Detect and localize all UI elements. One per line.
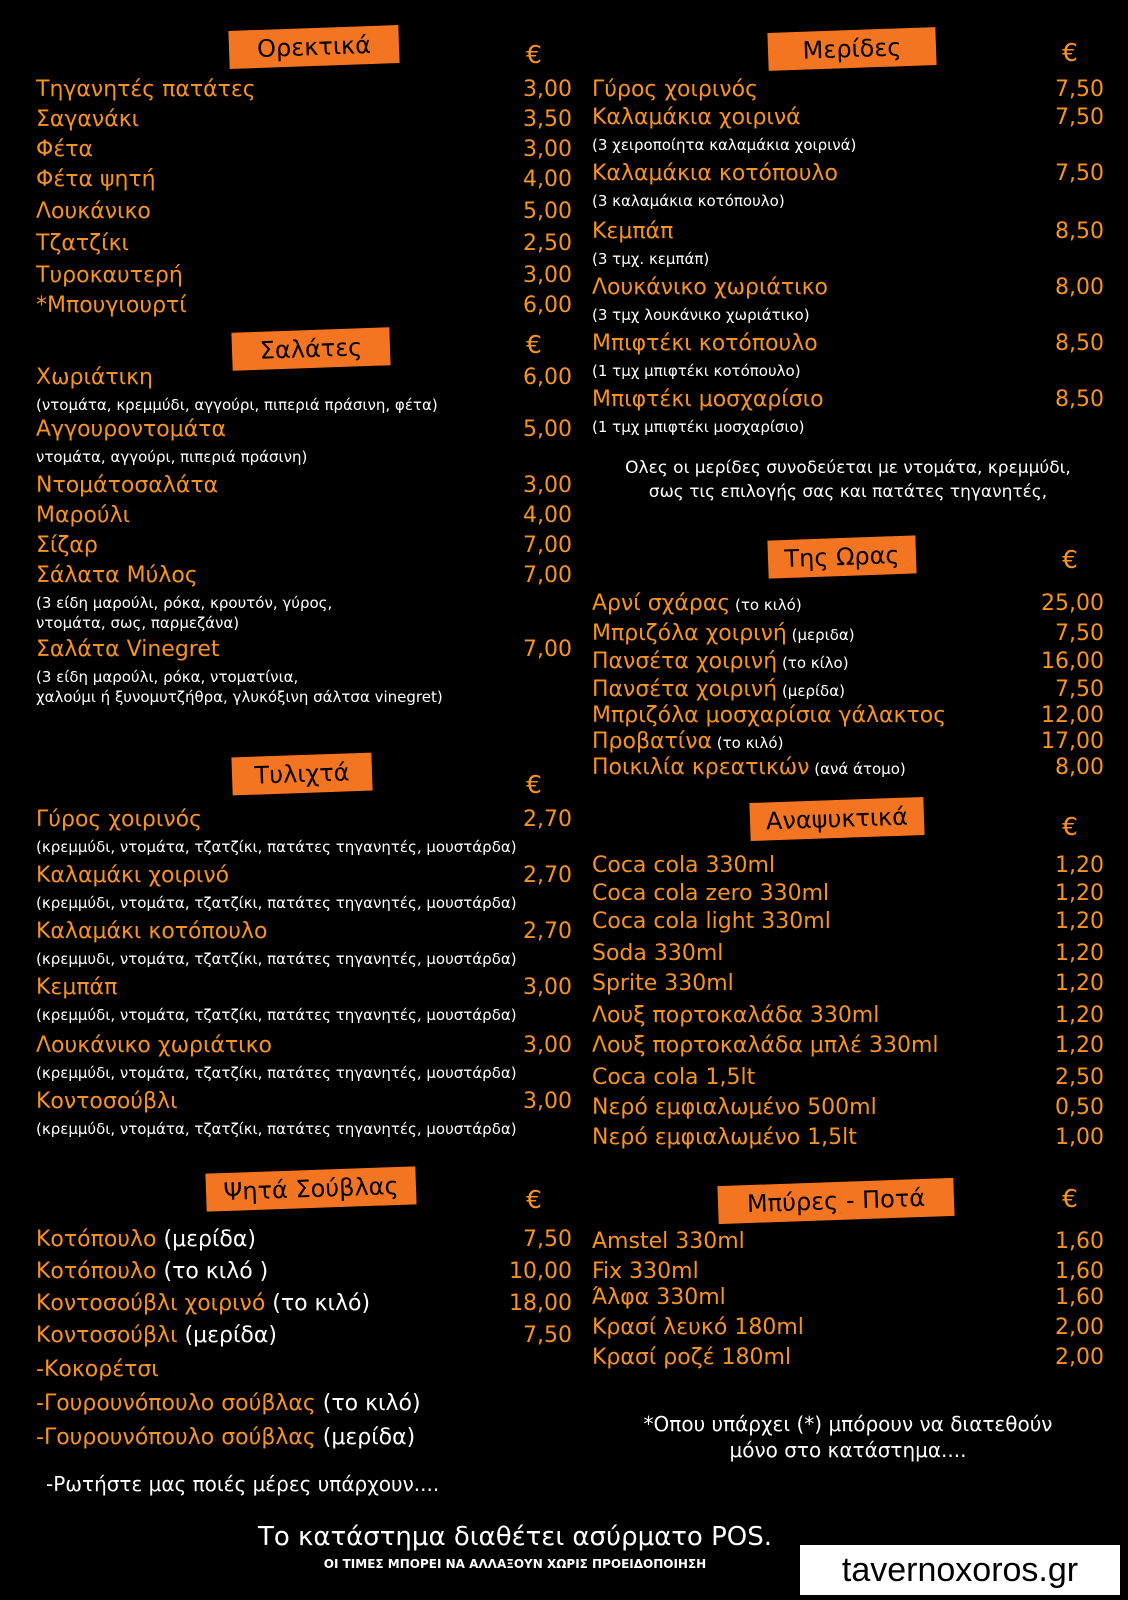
menu-item: -Γουρουνόπουλο σούβλας (μερίδα): [36, 1425, 416, 1450]
item-description: (3 χειροποίητα καλαμάκια χοιρινά): [592, 136, 857, 154]
menu-item: Πανσέτα χοιρινή (μερίδα) 7,50: [592, 677, 1104, 702]
menu-item: Άλφα 330ml 1,60: [592, 1285, 1104, 1310]
menu-item: Καλαμάκια χοιρινά 7,50: [592, 105, 1104, 130]
menu-item: Λουκάνικο χωριάτικο 3,00: [36, 1033, 572, 1058]
currency-symbol: €: [1062, 545, 1078, 574]
item-description: (κρεμμύδι, ντομάτα, τζατζίκι, πατάτες τηγανητές, μουστάρδα): [36, 1006, 517, 1024]
item-description: (ντομάτα, κρεμμύδι, αγγούρι, πιπεριά πράσινη, φέτα): [36, 396, 438, 414]
menu-item: Coca cola light 330ml 1,20: [592, 909, 1104, 934]
section-header-souvla: Ψητά Σούβλας: [205, 1166, 416, 1211]
item-description: (κρεμμυδι, ντομάτα, τζατζίκι, πατάτες τηγανητές, μουστάρδα): [36, 950, 517, 968]
menu-item: Λουξ πορτοκαλάδα 330ml 1,20: [592, 1003, 1104, 1028]
section-header-anapsyktika: Αναψυκτικά: [749, 797, 924, 841]
item-description: ντομάτα, αγγούρι, πιπεριά πράσινη): [36, 448, 308, 466]
menu-item: Κεμπάπ 3,00: [36, 975, 572, 1000]
store-only-note: μόνο στο κατάστημα....: [729, 1438, 967, 1462]
menu-item: Μαρούλι 4,00: [36, 503, 572, 528]
section-header-orektika: Ορεκτικά: [228, 25, 399, 69]
menu-item: Sprite 330ml 1,20: [592, 971, 1104, 996]
currency-symbol: €: [1062, 812, 1078, 841]
menu-item: Νερό εμφιαλωμένο 500ml 0,50: [592, 1095, 1104, 1120]
menu-item: Coca cola 330ml 1,20: [592, 853, 1104, 878]
menu-item: Μπριζόλα μοσχαρίσια γάλακτος 12,00: [592, 703, 1104, 728]
item-description: (3 καλαμάκια κοτόπουλο): [592, 192, 785, 210]
menu-item: Καλαμάκι κοτόπουλο 2,70: [36, 919, 572, 944]
merides-note: σως τις επιλογής σας και πατάτες τηγανητές,: [648, 482, 1048, 502]
menu-item: *Μπουγιουρτί 6,00: [36, 293, 572, 318]
currency-symbol: €: [1062, 38, 1078, 67]
menu-item: Κοτόπουλο (μερίδα) 7,50: [36, 1227, 572, 1252]
currency-symbol: €: [526, 330, 542, 359]
section-header-tylixta: Τυλιχτά: [231, 753, 372, 796]
currency-symbol: €: [526, 40, 542, 69]
menu-item: Μπιφτέκι μοσχαρίσιο 8,50: [592, 387, 1104, 412]
menu-item: Μπριζόλα χοιρινή (μεριδα) 7,50: [592, 621, 1104, 646]
currency-symbol: €: [526, 770, 542, 799]
menu-item: -Κοκορέτσι: [36, 1357, 159, 1382]
menu-item: Coca cola 1,5lt 2,50: [592, 1065, 1104, 1090]
item-description: (1 τμχ μπιφτέκι κοτόπουλο): [592, 362, 801, 380]
menu-item: Fix 330ml 1,60: [592, 1259, 1104, 1284]
item-description: (3 τμχ. κεμπάπ): [592, 250, 710, 268]
menu-item: Γύρος χοιρινός 2,70: [36, 807, 572, 832]
price-disclaimer: ΟΙ ΤΙΜΕΣ ΜΠΟΡΕΙ ΝΑ ΑΛΛΑΞΟΥΝ ΧΩΡΙΣ ΠΡΟΕΙΔΟΠΟΙΗΣΗ: [323, 1557, 707, 1571]
menu-item: Κρασί ροζέ 180ml 2,00: [592, 1345, 1104, 1370]
section-header-byres: Μπύρες - Ποτά: [717, 1178, 954, 1224]
menu-item: Κρασί λευκό 180ml 2,00: [592, 1315, 1104, 1340]
menu-item: Ποικιλία κρεατικών (ανά άτομο) 8,00: [592, 755, 1104, 780]
merides-note: Ολες οι μερίδες συνοδεύεται με ντομάτα, κρεμμύδι,: [625, 458, 1071, 478]
menu-item: Γύρος χοιρινός 7,50: [592, 77, 1104, 102]
menu-item: Τζατζίκι 2,50: [36, 231, 572, 256]
section-header-salates: Σαλάτες: [231, 327, 390, 370]
item-description: (3 είδη μαρούλι, ρόκα, ντοματίνια,: [36, 668, 299, 686]
menu-item: Ντομάτοσαλάτα 3,00: [36, 473, 572, 498]
menu-item: Σαλάτα Vinegret 7,00: [36, 637, 572, 662]
menu-item: Κοντοσούβλι (μερίδα) 7,50: [36, 1323, 572, 1348]
menu-item: Λουκάνικο χωριάτικο 8,00: [592, 275, 1104, 300]
section-header-merides: Μερίδες: [767, 27, 936, 71]
menu-item: -Γουρουνόπουλο σούβλας (το κιλό): [36, 1391, 421, 1416]
item-description: χαλούμι ή ξυνομυτζήθρα, γλυκόξινη σάλτσα vinegret): [36, 688, 443, 706]
menu-item: Λουξ πορτοκαλάδα μπλέ 330ml 1,20: [592, 1033, 1104, 1058]
brand-logo: tavernoxoros.gr: [800, 1545, 1120, 1595]
menu-item: Κοντοσούβλι 3,00: [36, 1089, 572, 1114]
menu-item: Soda 330ml 1,20: [592, 941, 1104, 966]
menu-item: Φέτα 3,00: [36, 137, 572, 162]
menu-item: Σαγανάκι 3,50: [36, 107, 572, 132]
menu-item: Coca cola zero 330ml 1,20: [592, 881, 1104, 906]
currency-symbol: €: [1062, 1184, 1078, 1213]
menu-item: Πανσέτα χοιρινή (το κίλο) 16,00: [592, 649, 1104, 674]
menu-item: Φέτα ψητή 4,00: [36, 167, 572, 192]
menu-item: Κοτόπουλο (το κιλό ) 10,00: [36, 1259, 572, 1284]
store-only-note: *Οπου υπάρχει (*) μπόρουν να διατεθούν: [643, 1412, 1053, 1436]
menu-item: Σίζαρ 7,00: [36, 533, 572, 558]
menu-item: Αγγουροντομάτα 5,00: [36, 417, 572, 442]
availability-note: -Ρωτήστε μας ποιές μέρες υπάρχουν....: [46, 1472, 440, 1496]
item-description: (κρεμμύδι, ντομάτα, τζατζίκι, πατάτες τηγανητές, μουστάρδα): [36, 1120, 517, 1138]
pos-notice: Το κατάστημα διαθέτει ασύρματο POS.: [257, 1522, 773, 1552]
menu-item: Καλαμάκια κοτόπουλο 7,50: [592, 161, 1104, 186]
menu-item: Προβατίνα (το κιλό) 17,00: [592, 729, 1104, 754]
item-description: (3 τμχ λουκάνικο χωριάτικο): [592, 306, 810, 324]
item-description: (κρεμμύδι, ντομάτα, τζατζίκι, πατάτες τηγανητές, μουστάρδα): [36, 1064, 517, 1082]
menu-item: Λουκάνικο 5,00: [36, 199, 572, 224]
menu-item: Αρνί σχάρας (το κιλό) 25,00: [592, 591, 1104, 616]
menu-item: Σάλατα Μύλος 7,00: [36, 563, 572, 588]
menu-item: Amstel 330ml 1,60: [592, 1229, 1104, 1254]
item-description: (κρεμμύδι, ντομάτα, τζατζίκι, πατάτες τηγανητές, μουστάρδα): [36, 894, 517, 912]
item-description: ντομάτα, σως, παρμεζάνα): [36, 614, 240, 632]
item-description: (1 τμχ μπιφτέκι μοσχαρίσιο): [592, 418, 805, 436]
currency-symbol: €: [526, 1185, 542, 1214]
menu-item: Τυροκαυτερή 3,00: [36, 263, 572, 288]
menu-item: Κοντοσούβλι χοιρινό (το κιλό) 18,00: [36, 1291, 572, 1316]
section-header-oras: Της Ωρας: [767, 535, 916, 578]
menu-item: Χωριάτικη 6,00: [36, 365, 572, 390]
menu-item: Καλαμάκι χοιρινό 2,70: [36, 863, 572, 888]
item-description: (3 είδη μαρούλι, ρόκα, κρουτόν, γύρος,: [36, 594, 333, 612]
menu-item: Νερό εμφιαλωμένο 1,5lt 1,00: [592, 1125, 1104, 1150]
item-description: (κρεμμύδι, ντομάτα, τζατζίκι, πατάτες τηγανητές, μουστάρδα): [36, 838, 517, 856]
menu-item: Μπιφτέκι κοτόπουλο 8,50: [592, 331, 1104, 356]
menu-item: Κεμπάπ 8,50: [592, 219, 1104, 244]
menu-item: Τηγανητές πατάτες 3,00: [36, 77, 572, 102]
